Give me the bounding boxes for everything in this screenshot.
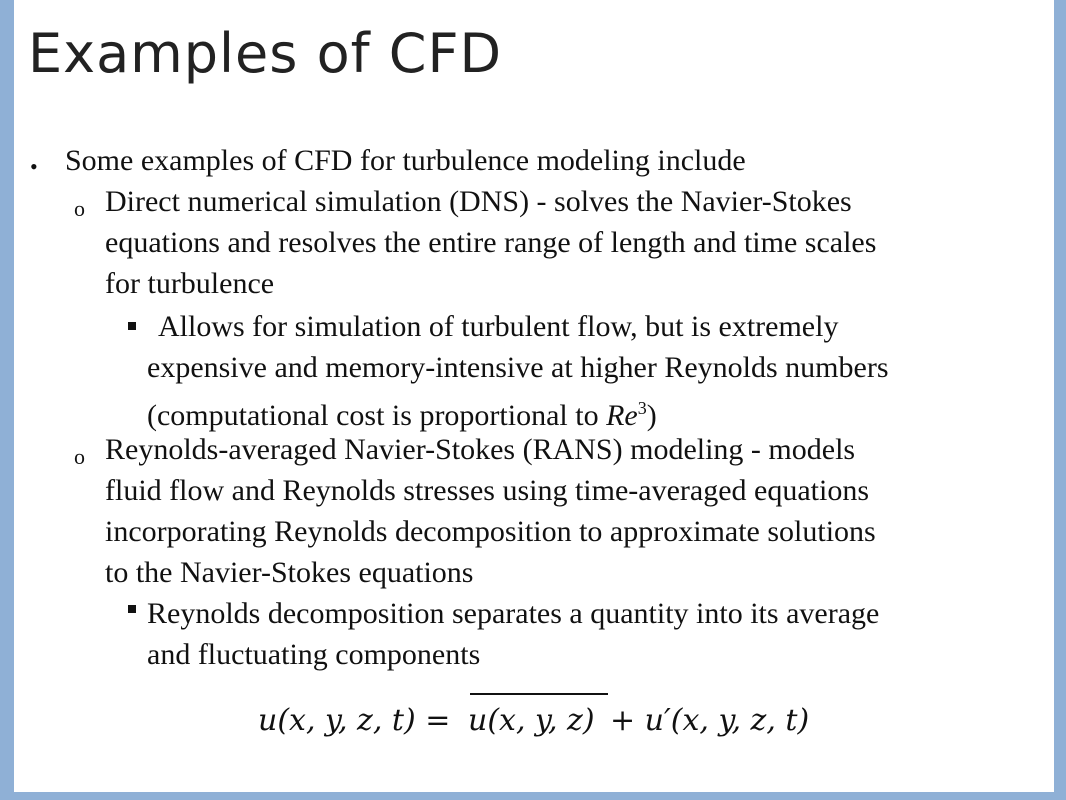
equation-fluctuating-term: + u′(x, y, z, t) [610,703,810,738]
sub-bullet-marker-dns: o [74,196,85,221]
reynolds-symbol: Re [606,399,638,432]
main-bullet-marker: • [30,154,38,179]
dns-detail-line-1: Allows for simulation of turbulent flow, but is extremely [158,310,839,343]
equation-lhs: u(x, y, z, t) = [258,703,451,738]
rans-detail-line-2: and fluctuating components [147,638,481,671]
main-bullet-text: Some examples of CFD for turbulence modeling include [65,144,746,177]
reynolds-decomposition-equation [258,690,828,750]
slide-title: Examples of CFD [28,22,503,85]
dns-line-3: for turbulence [105,267,275,300]
dns-cost-suffix: ) [646,399,657,432]
dns-detail-line-2: expensive and memory-intensive at higher Reynolds numbers [147,351,889,384]
dns-line-2: equations and resolves the entire range of length and time scales [105,226,877,259]
rans-line-3: incorporating Reynolds decomposition to approximate solutions [105,515,876,548]
square-bullet-rans [128,605,136,613]
square-bullet-dns [128,322,136,330]
rans-detail-line-1: Reynolds decomposition separates a quantity into its average [147,597,880,630]
rans-line-1: Reynolds-averaged Navier-Stokes (RANS) modeling - models [105,433,856,466]
rans-line-4: to the Navier-Stokes equations [105,556,474,589]
dns-line-1: Direct numerical simulation (DNS) - solves the Navier-Stokes [105,185,852,218]
equation-mean-term: u(x, y, z) [468,703,595,738]
reynolds-exponent: 3 [637,398,647,418]
sub-bullet-marker-rans: o [74,444,85,469]
dns-cost-prefix: (computational cost is proportional to [147,399,607,432]
rans-line-2: fluid flow and Reynolds stresses using time-averaged equations [105,474,870,507]
